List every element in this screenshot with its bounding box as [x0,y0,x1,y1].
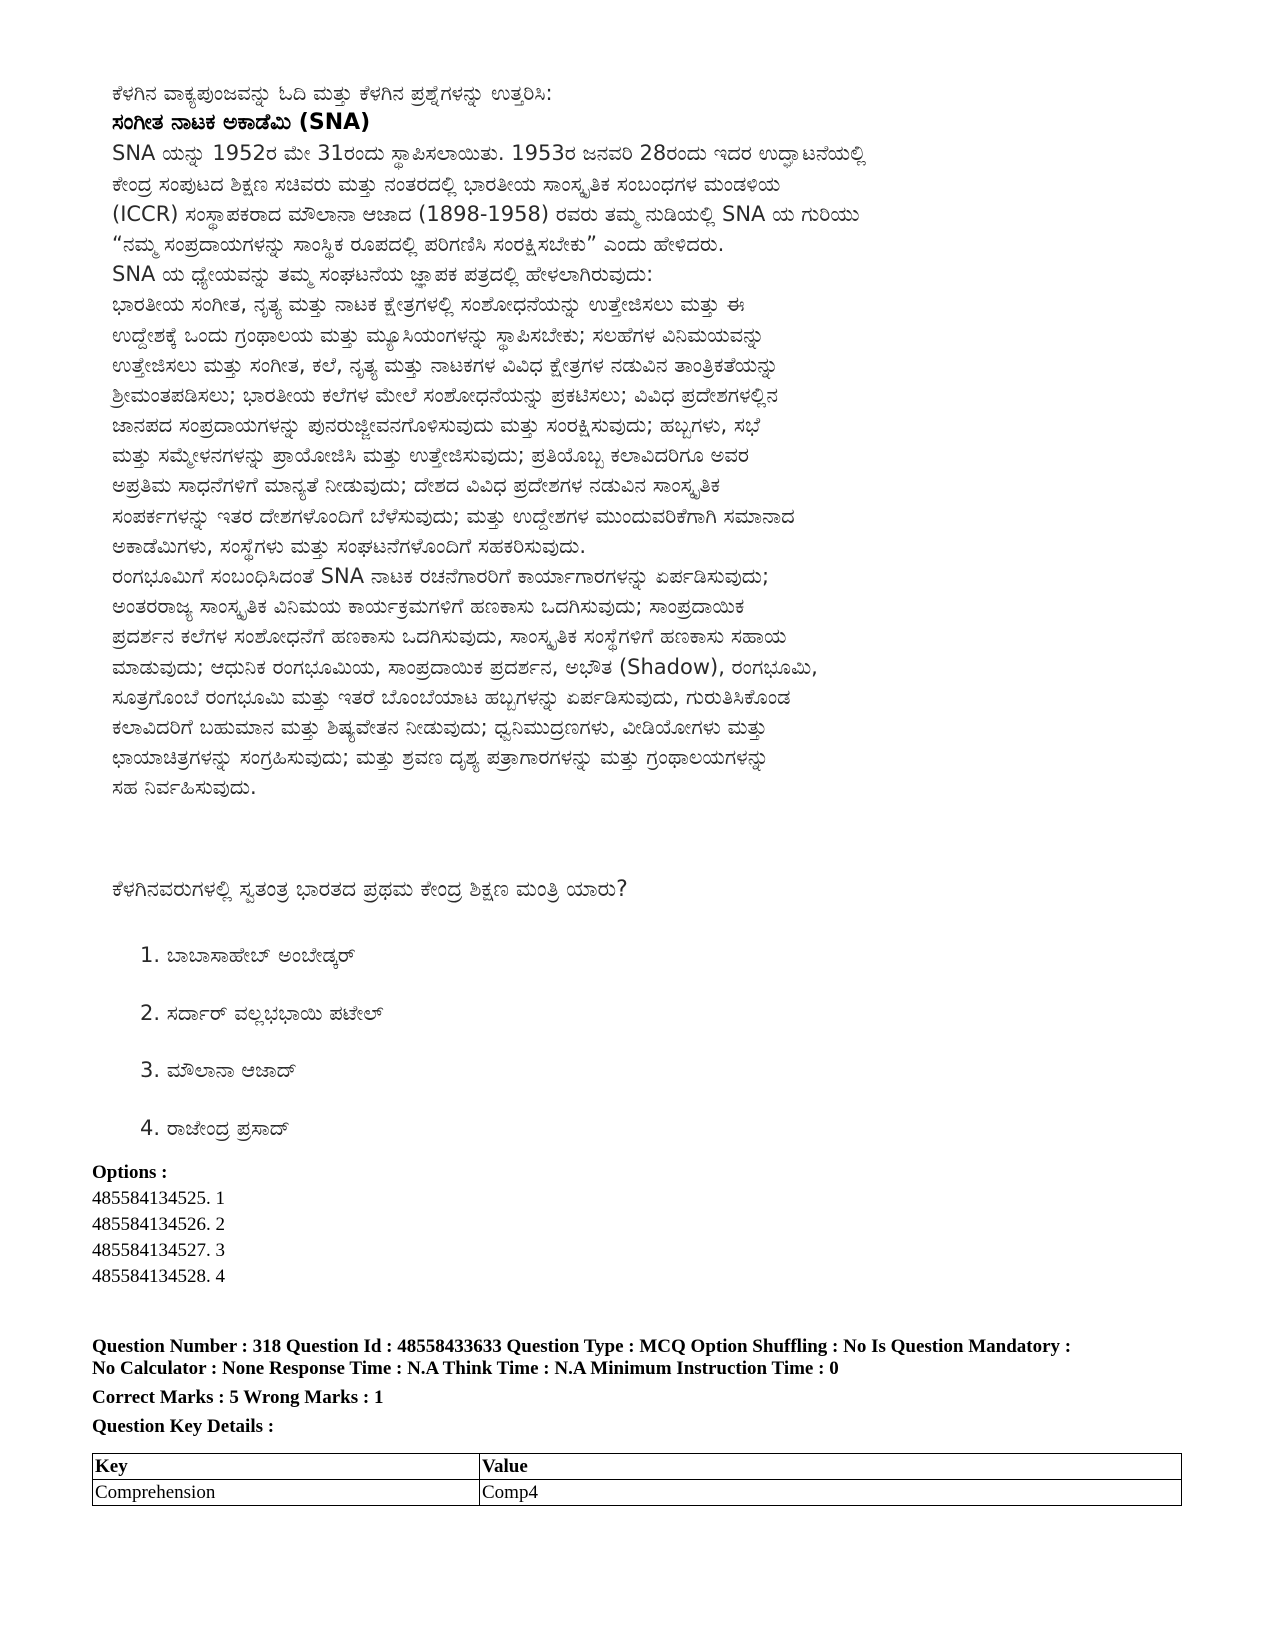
passage-line: ಸಂಪರ್ಕಗಳನ್ನು ಇತರ ದೇಶಗಳೊಂದಿಗೆ ಬೆಳೆಸುವುದು; ಮತ್ತು ಉದ್ದೇಶಗಳ ಮುಂದುವರಿಕೆಗಾಗಿ ಸಮಾನಾದ [112,503,795,528]
question-text: ಕೆಳಗಿನವರುಗಳಲ್ಲಿ ಸ್ವತಂತ್ರ ಭಾರತದ ಪ್ರಥಮ ಕೇಂದ್ರ ಶಿಕ್ಷಣ ಮಂತ್ರಿ ಯಾರು? [112,877,628,902]
passage-line: ಕೇಂದ್ರ ಸಂಪುಟದ ಶಿಕ್ಷಣ ಸಚಿವರು ಮತ್ತು ನಂತರದಲ್ಲಿ ಭಾರತೀಯ ಸಾಂಸ್ಕೃತಿಕ ಸಂಬಂಧಗಳ ಮಂಡಳಿಯ [112,171,781,196]
question-meta [92,1336,1071,1380]
passage-line: ಮತ್ತು ಸಮ್ಮೇಳನಗಳನ್ನು ಪ್ರಾಯೋಜಿಸಿ ಮತ್ತು ಉತ್ತೇಜಿಸುವುದು; ಪ್ರತಿಯೊಬ್ಬ ಕಲಾವಿದರಿಗೂ ಅವರ [112,443,749,468]
passage-line: ಭಾರತೀಯ ಸಂಗೀತ, ನೃತ್ಯ ಮತ್ತು ನಾಟಕ ಕ್ಷೇತ್ರಗಳಲ್ಲಿ ಸಂಶೋಧನೆಯನ್ನು ಉತ್ತೇಜಿಸಲು ಮತ್ತು ಈ [112,292,745,317]
passage-line: ರಂಗಭೂಮಿಗೆ ಸಂಬಂಧಿಸಿದಂತೆ SNA ನಾಟಕ ರಚನೆಗಾರರಿಗೆ ಕಾರ್ಯಾಗಾರಗಳನ್ನು ಏರ್ಪಡಿಸುವುದು; [112,564,770,588]
passage-line: ಸೂತ್ರಗೊಂಬೆ ರಂಗಭೂಮಿ ಮತ್ತು ಇತರೆ ಬೊಂಬೆಯಾಟ ಹಬ್ಬಗಳನ್ನು ಏರ್ಪಡಿಸುವುದು, ಗುರುತಿಸಿಕೊಂಡ [112,684,791,709]
option-item: 485584134528. 4 [92,1266,225,1287]
passage-line: ಪ್ರದರ್ಶನ ಕಲೆಗಳ ಸಂಶೋಧನೆಗೆ ಹಣಕಾಸು ಒದಗಿಸುವುದು, ಸಾಂಸ್ಕೃತಿಕ ಸಂಸ್ಥೆಗಳಿಗೆ ಹಣಕಾಸು ಸಹಾಯ [112,624,787,649]
passage-line: SNA ಯನ್ನು 1952ರ ಮೇ 31ರಂದು ಸ್ಥಾಪಿಸಲಾಯಿತು. 1953ರ ಜನವರಿ 28ರಂದು ಇದರ ಉದ್ಘಾಟನೆಯಲ್ಲಿ [112,141,867,166]
passage-line: “ನಮ್ಮ ಸಂಪ್ರದಾಯಗಳನ್ನು ಸಾಂಸ್ಥಿಕ ರೂಪದಲ್ಲಿ ಪರಿಗಣಿಸಿ ಸಂರಕ್ಷಿಸಬೇಕು” ಎಂದು ಹೇಳಿದರು. [112,231,725,256]
passage-line: ಸಹ ನಿರ್ವಹಿಸುವುದು. [112,775,257,800]
option-item: 485584134525. 1 [92,1188,225,1209]
marks-info: Correct Marks : 5 Wrong Marks : 1 [92,1387,384,1408]
passage-line: ಉದ್ದೇಶಕ್ಕೆ ಒಂದು ಗ್ರಂಥಾಲಯ ಮತ್ತು ಮ್ಯೂಸಿಯಂಗಳನ್ನು ಸ್ಥಾಪಿಸಬೇಕು; ಸಲಹೆಗಳ ವಿನಿಮಯವನ್ನು [112,322,765,347]
table-header-key: Key [93,1454,480,1480]
choice-list [140,940,384,1170]
options-heading: Options : [92,1162,168,1183]
table-cell-key: Comprehension [93,1480,480,1506]
passage-line: (ICCR) ಸಂಸ್ಥಾಪಕರಾದ ಮೌಲಾನಾ ಆಜಾದ (1898-1958) ರವರು ತಮ್ಮ ನುಡಿಯಲ್ಲಿ SNA ಯ ಗುರಿಯು [112,201,860,226]
key-details-heading: Question Key Details : [92,1416,275,1437]
option-item: 485584134527. 3 [92,1240,225,1261]
passage-instruction: ಕೆಳಗಿನ ವಾಕ್ಯಪುಂಜವನ್ನು ಓದಿ ಮತ್ತು ಕೆಳಗಿನ ಪ್ರಶ್ನೆಗಳನ್ನು ಉತ್ತರಿಸಿ: [112,81,553,105]
options-block [92,1160,225,1290]
choice-item: 3. ಮೌಲಾನಾ ಆಜಾದ್ [140,1058,298,1082]
passage-line: ಕಲಾವಿದರಿಗೆ ಬಹುಮಾನ ಮತ್ತು ಶಿಷ್ಯವೇತನ ನೀಡುವುದು; ಧ್ವನಿಮುದ್ರಣಗಳು, ವೀಡಿಯೋಗಳು ಮತ್ತು [112,714,768,739]
question-meta-line2: No Calculator : None Response Time : N.A Think Time : N.A Minimum Instruction Time : 0 [92,1358,839,1379]
passage-line: SNA ಯ ಧ್ಯೇಯವನ್ನು ತಮ್ಮ ಸಂಘಟನೆಯ ಜ್ಞಾಪಕ ಪತ್ರದಲ್ಲಿ ಹೇಳಲಾಗಿರುವುದು: [112,262,654,287]
passage-line: ಮಾಡುವುದು; ಆಧುನಿಕ ರಂಗಭೂಮಿಯ, ಸಾಂಪ್ರದಾಯಿಕ ಪ್ರದರ್ಶನ, ಅಭೌತ (Shadow), ರಂಗಭೂಮಿ, [112,654,818,679]
passage-line: ಅಪ್ರತಿಮ ಸಾಧನೆಗಳಿಗೆ ಮಾನ್ಯತೆ ನೀಡುವುದು; ದೇಶದ ವಿವಿಧ ಪ್ರದೇಶಗಳ ನಡುವಿನ ಸಾಂಸ್ಕೃತಿಕ [112,473,721,498]
table-cell-value: Comp4 [480,1480,1182,1506]
passage-line: ಜಾನಪದ ಸಂಪ್ರದಾಯಗಳನ್ನು ಪುನರುಜ್ಜೀವನಗೊಳಿಸುವುದು ಮತ್ತು ಸಂರಕ್ಷಿಸುವುದು; ಹಬ್ಬಗಳು, ಸಭೆ [112,413,761,438]
table-row [93,1480,1182,1506]
passage-line: ಅಕಾಡೆಮಿಗಳು, ಸಂಸ್ಥೆಗಳು ಮತ್ತು ಸಂಘಟನೆಗಳೊಂದಿಗೆ ಸಹಕರಿಸುವುದು. [112,533,587,558]
passage-line: ಅಂತರರಾಜ್ಯ ಸಾಂಸ್ಕೃತಿಕ ವಿನಿಮಯ ಕಾರ್ಯಕ್ರಮಗಳಿಗೆ ಹಣಕಾಸು ಒದಗಿಸುವುದು; ಸಾಂಪ್ರದಾಯಿಕ [112,594,745,619]
passage-line: ಛಾಯಾಚಿತ್ರಗಳನ್ನು ಸಂಗ್ರಹಿಸುವುದು; ಮತ್ತು ಶ್ರವಣ ದೃಶ್ಯ ಪತ್ರಾಗಾರಗಳನ್ನು ಮತ್ತು ಗ್ರಂಥಾಲಯಗಳನ್ನು [112,745,769,770]
question-meta-line1: Question Number : 318 Question Id : 48558433633 Question Type : MCQ Option Shuffling : No Is Question Mandatory : [92,1336,1072,1357]
passage-line: ಶ್ರೀಮಂತಪಡಿಸಲು; ಭಾರತೀಯ ಕಲೆಗಳ ಮೇಲೆ ಸಂಶೋಧನೆಯನ್ನು ಪ್ರಕಟಿಸಲು; ವಿವಿಧ ಪ್ರದೇಶಗಳಲ್ಲಿನ [112,382,779,407]
table-header-value: Value [480,1454,1182,1480]
option-item: 485584134526. 2 [92,1214,225,1235]
table-header-row [93,1454,1182,1480]
passage-title: ಸಂಗೀತ ನಾಟಕ ಅಕಾಡೆಮಿ (SNA) [112,110,371,136]
choice-item: 4. ರಾಜೇಂದ್ರ ಪ್ರಸಾದ್ [140,1115,291,1140]
key-details-table [92,1453,1182,1506]
choice-item: 1. ಬಾಬಾಸಾಹೇಬ್ ಅಂಬೇಡ್ಕರ್ [140,943,356,967]
passage [112,78,1172,803]
choice-item: 2. ಸರ್ದಾರ್ ವಲ್ಲಭಭಾಯಿ ಪಟೇಲ್ [140,1000,384,1025]
passage-line: ಉತ್ತೇಜಿಸಲು ಮತ್ತು ಸಂಗೀತ, ಕಲೆ, ನೃತ್ಯ ಮತ್ತು ನಾಟಕಗಳ ವಿವಿಧ ಕ್ಷೇತ್ರಗಳ ನಡುವಿನ ತಾಂತ್ರಿಕತೆಯನ್ನು [112,352,779,377]
